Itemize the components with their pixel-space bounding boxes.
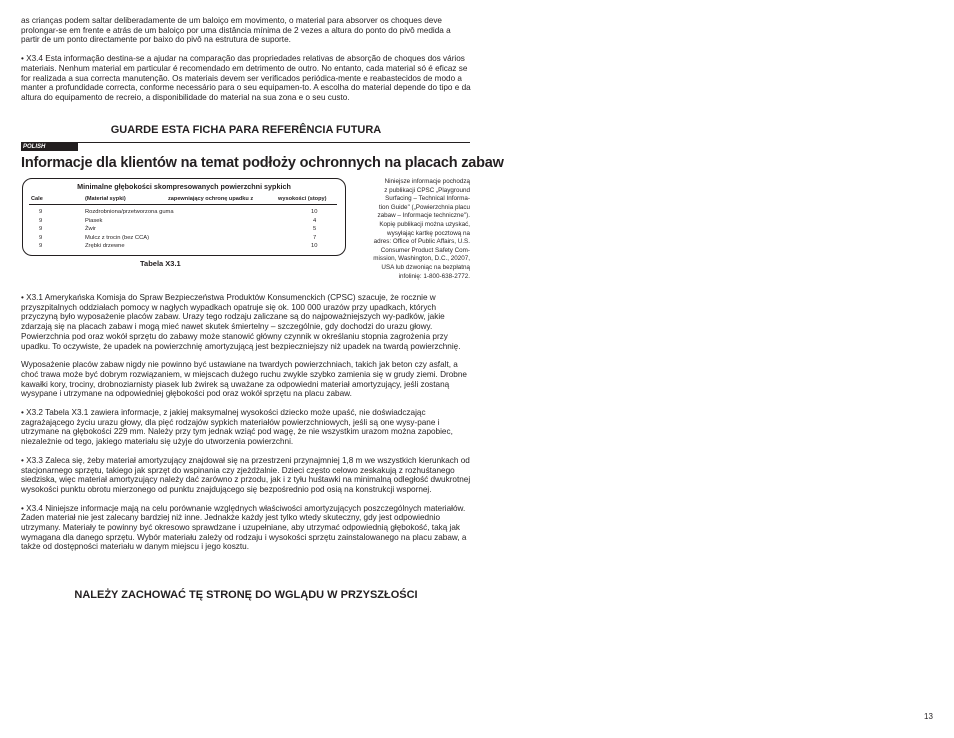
pl-paragraph-x32: • X3.2 Tabela X3.1 zawiera informacje, z jakiej maksymalnej wysokości dziecko może upaść, nie doświadczając zagrażającego życiu urazu głowy, dla pięć rodzajów sypkich materiałów powierzchniowych, jeśli są one wysy-pane i utrzymane na głębokości 229 mm. Należy przy tym jednak wziąć pod wagę, że nie wszystkim urazom można zapobiec, niezależnie od tego, jakiego materiału się użyje do utworzenia powierzchni. (21, 408, 453, 447)
source-note-line: tion Guide" („Powierzchnia placu (378, 203, 470, 211)
source-note-line: infolinię: 1-800-638-2772. (398, 272, 470, 280)
polish-text-block (21, 293, 473, 552)
source-note-line: Niniejsze informacje pochodzą (384, 178, 470, 185)
surfacing-table (22, 178, 346, 256)
source-note-line: Surfacing – Technical Informa- (385, 195, 470, 203)
table-cell-inches: 9 (39, 234, 43, 241)
source-note-line: USA lub dzwoniąc na bezpłatną (381, 263, 470, 271)
table-cell-inches: 9 (39, 226, 43, 232)
table-cell-feet: 5 (313, 226, 317, 232)
table-cell-inches: 9 (39, 243, 43, 249)
source-note-line: Consumer Product Safety Com- (380, 246, 470, 254)
table-label: Tabela X3.1 (140, 259, 181, 268)
source-note (350, 178, 470, 281)
table-caption: Minimalne głębokości skompresowanych powierzchni sypkich (77, 182, 291, 191)
page-title: Informacje dla klientów na temat podłoży ochronnych na placach zabaw (21, 155, 504, 171)
table-cell-inches: 9 (39, 209, 43, 215)
source-note-line: Kopię publikacji można uzyskać, (379, 220, 470, 228)
table-divider (29, 204, 337, 205)
language-bar (21, 142, 470, 152)
pl-paragraph-x33: • X3.3 Zaleca się, żeby materiał amortyzujący znajdował się na przestrzeni przynajmniej 1,8 m we wszystkich kierunkach od stacjonarnego sprzętu, takiego jak sprzęt do wspinania czy zjeżdżalnie. Dzieci często celowo zeskakują z rozhuśtanego siedziska, więc materiał amortyzujący należy dać zarówno z przodu, jak i z tyłu huśtawki na minimalną odległość dwukrotnej wysokości punktu obrotu mierzonego od punktu znajdującego się bezpośrednio pod osią na konstrukcji wspornej. (21, 455, 471, 494)
table-cell-inches: 9 (39, 217, 43, 224)
source-note-line: zabaw – Informacje techniczne"). (377, 212, 470, 220)
pt-paragraph-x34: • X3.4 Esta informação destina-se a ajudar na comparação das propriedades relativas de absorção de choques dos vários materiais. Nenhum material em particular é recomendado em detrimento de outro. No entanto, cada material só é eficaz se for realizada a sua correcta manutenção. Os materiais devem ser verificados periódica-mente e reabastecidos de modo a manter a profundidade correcta, conforme necessário para o seu equipamen-to. A escolha do material depende do tipo e da altura do equipamento de recreio, a disponibilidade do material na sua zona e o seu custo. (21, 54, 471, 102)
pl-paragraph-x31: • X3.1 Amerykańska Komisja do Spraw Bezpieczeństwa Produktów Konsumenckich (CPSC) szacuje, że rocznie w przyszpitalnych oddziałach pomocy w nagłych wypadkach opatruje się ok. 100 000 urazów przy upadkach, których przyczyną było wyposażenie placów zabaw. Urazy tego rodzaju zaliczane są do najpoważniejszych wy-padków, jakie zdarzają się na placach zabaw i mogą mieć nawet skutek śmiertelny – szczególnie, gdy dochodzi do urazu głowy. Powierzchnia pod oraz wokół sprzętu do zabawy może stanowić główny czynnik w określaniu stopnia zagrożenia przy upadku. To oczywiste, że upadek na powierzchnię amortyzującą jest bezpieczniejszy niż upadek na twardą powierzchnię. (21, 293, 461, 351)
source-note-line: mission, Washington, D.C., 20207, (373, 255, 470, 263)
pl-paragraph-x34: • X3.4 Niniejsze informacje mają na celu porównanie względnych właściwości amortyzujących poszczególnych materiałów. Żaden materiał nie jest zalecany bardziej niż inne. Jednakże każdy jest tylko wtedy skuteczny, gdy jest odpowiednio utrzymany. Materiały te powinny być okresowo sprawdzane i uzupełniane, aby utrzymać odpowiednią głębokość, taką jak wymagana dla danego sprzętu. Wybór materiału zależy od rodzaju i wysokości sprzętu zainstalowanego na placu zabaw, a także od dostępności materiału w danym miejscu i jego kosztu. (21, 503, 467, 552)
table-cell-material: Mulcz z trocin (bez CCA) (85, 234, 150, 241)
page-number: 13 (924, 712, 933, 721)
table-cell-feet: 4 (313, 217, 317, 224)
table-cell-material: Żwir (85, 226, 96, 232)
table-header-feet: wysokości (stopy) (278, 196, 327, 202)
table-cell-feet: 10 (311, 209, 318, 215)
pl-footer-heading: NALEŻY ZACHOWAĆ TĘ STRONĘ DO WGLĄDU W PRZYSZŁOŚCI (74, 589, 418, 601)
table-cell-material: Piasek (85, 217, 103, 224)
source-note-line: adres: Office of Public Affairs, U.S. (373, 238, 470, 246)
source-note-line: wysyłając kartkę pocztową na (387, 229, 470, 237)
table-cell-feet: 10 (311, 243, 318, 249)
portuguese-text-block (21, 16, 471, 103)
source-note-line: z publikacji CPSC „Playground (384, 186, 470, 194)
table-cell-feet: 7 (313, 234, 317, 241)
table-cell-material: Zrębki drzewne (85, 243, 125, 249)
table-cell-material: Rozdrobniona/przetworzona guma (85, 209, 174, 215)
table-header-material: (Materiał sypki) (85, 196, 126, 202)
pt-paragraph-swing: as crianças podem saltar deliberadamente de um baloiço em movimento, o material para absorver os choques deve prolongar-se em frente e atrás de um baloiço por uma distância mínima de 2 vezes a altura do ponto do pivô medida a partir de um ponto directamente por baixo do pivô na estrutura de suporte. (21, 16, 451, 45)
pt-footer-heading: GUARDE ESTA FICHA PARA REFERÊNCIA FUTURA (110, 124, 382, 136)
table-header-protection: zapewniający ochronę upadku z (168, 196, 254, 202)
table-header-inches: Cale (31, 196, 43, 202)
language-tag: POLISH (21, 143, 78, 151)
pl-paragraph-equipment: Wyposażenie placów zabaw nigdy nie powinno być ustawiane na twardych powierzchniach, takich jak beton czy asfalt, a choć trawa może być dobrym rozwiązaniem, w miejscach dużego ruchu zwykle szybko zamienia się w grudy ziemi. Drobne kawałki kory, trociny, drobnoziarnisty piasek lub żwirek są uważane za odpowiedni materiał amortyzujący, jeśli zostaną wysypane i utrzymane na odpowiedniej głębokości pod oraz wokół sprzętu na placu zabaw. (21, 360, 467, 399)
